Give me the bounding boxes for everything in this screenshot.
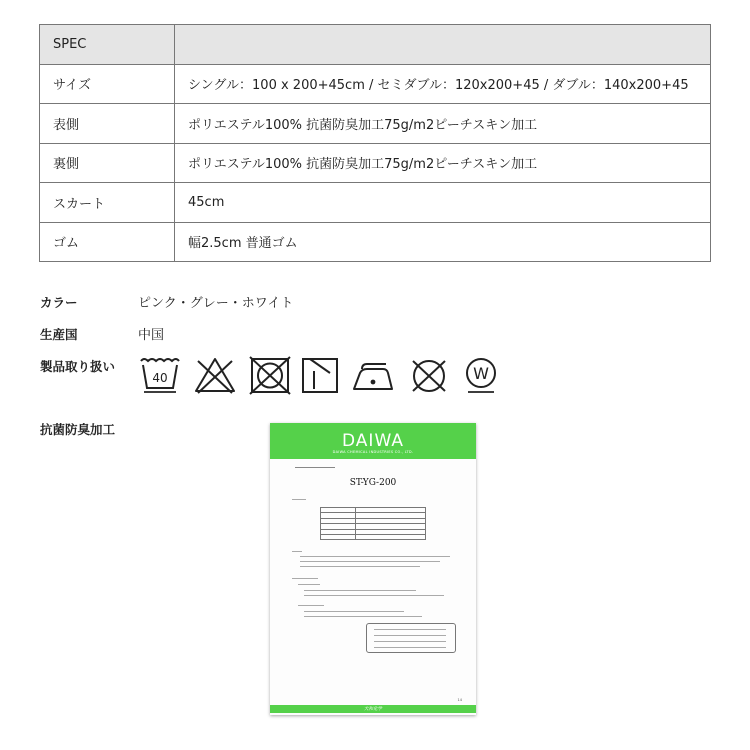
spec-value: ポリエステル100% 抗菌防臭加工75g/m2ピーチスキン加工	[175, 143, 711, 183]
antibacterial-certificate-image	[270, 423, 476, 715]
doc-footer-band	[270, 705, 476, 713]
wet-clean-letter: W	[473, 364, 489, 383]
doc-footer-text: 大和化学	[364, 707, 382, 712]
spec-table	[39, 24, 711, 262]
doc-header-band	[270, 423, 476, 459]
doc-page-number: 14	[457, 698, 462, 702]
no-dry-clean-icon	[407, 355, 451, 395]
spec-header-label: SPEC	[40, 25, 175, 65]
doc-bracket	[366, 623, 456, 653]
spec-row-size	[40, 64, 711, 104]
spec-value: 45cm	[175, 183, 711, 223]
origin-value: 中国	[138, 328, 165, 343]
doc-heading-line	[295, 467, 335, 468]
iron-low-icon	[350, 355, 396, 395]
wet-clean-icon	[461, 355, 501, 395]
spec-key: スカート	[40, 183, 175, 223]
doc-section-mark	[292, 499, 306, 500]
spec-key: ゴム	[40, 222, 175, 262]
spec-value: ポリエステル100% 抗菌防臭加工75g/m2ピーチスキン加工	[175, 104, 711, 144]
doc-title: ST-YG-200	[349, 478, 397, 488]
spec-row-back	[40, 143, 711, 183]
spec-value: 幅2.5cm 普通ゴム	[175, 222, 711, 262]
no-bleach-icon	[193, 355, 237, 395]
color-value: ピンク・グレー・ホワイト	[138, 296, 294, 311]
care-label: 製品取り扱い	[40, 359, 116, 374]
wash-40-icon	[138, 355, 182, 395]
spec-key: 表側	[40, 104, 175, 144]
no-tumble-dry-icon	[248, 355, 292, 395]
doc-logo: DAIWA	[342, 431, 404, 451]
doc-company: DAIWA CHEMICAL INDUSTRIES CO., LTD.	[332, 450, 414, 454]
spec-value: シングル：100 x 200+45cm / セミダブル：120x200+45 / ダブル：140x200+45	[175, 64, 711, 104]
spec-key: 裏側	[40, 143, 175, 183]
antibacterial-label: 抗菌防臭加工	[40, 422, 116, 437]
line-dry-icon	[300, 355, 340, 395]
spec-row-elastic	[40, 222, 711, 262]
doc-spec-table	[320, 507, 426, 540]
spec-header-empty	[175, 25, 711, 65]
spec-row-skirt	[40, 183, 711, 223]
spec-key: サイズ	[40, 64, 175, 104]
spec-header-row	[40, 25, 711, 65]
spec-row-front	[40, 104, 711, 144]
color-label: カラー	[40, 295, 78, 310]
origin-label: 生産国	[40, 327, 78, 342]
wash-temperature-text: 40	[152, 371, 168, 385]
